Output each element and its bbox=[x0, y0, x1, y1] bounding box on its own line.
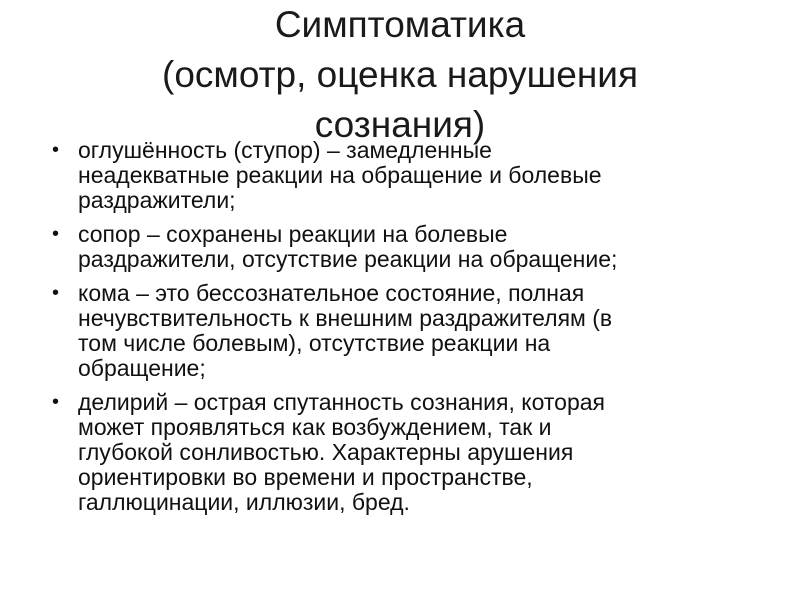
bullet-icon: • bbox=[52, 139, 60, 161]
list-item-line: нечувствительность к внешним раздражителям (в bbox=[78, 305, 613, 331]
list-item-line: обращение; bbox=[78, 355, 206, 381]
list-item-sopor bbox=[44, 222, 744, 272]
list-item-line: неадекватные реакции на обращение и болевые bbox=[78, 162, 602, 188]
list-item-line: кома – это бессознательное состояние, полная bbox=[78, 280, 585, 306]
bullet-icon: • bbox=[52, 391, 60, 413]
bullet-icon: • bbox=[52, 223, 60, 245]
bullet-list bbox=[44, 138, 744, 524]
list-item-line: делирий – острая спутанность сознания, которая bbox=[78, 389, 605, 415]
bullet-icon: • bbox=[52, 282, 60, 304]
list-item-line: сопор – сохранены реакции на болевые bbox=[78, 221, 508, 247]
list-item-stupor bbox=[44, 138, 744, 213]
list-item-line: оглушённость (ступор) – замедленные bbox=[78, 137, 492, 163]
list-item-line: раздражители; bbox=[78, 187, 236, 213]
list-item-line: может проявляться как возбуждением, так и bbox=[78, 414, 552, 440]
list-item-delirium bbox=[44, 390, 744, 515]
list-item-line: глубокой сонливостью. Характерны арушения bbox=[78, 439, 574, 465]
list-item-line: галлюцинации, иллюзии, бред. bbox=[78, 489, 410, 515]
list-item-coma bbox=[44, 281, 744, 381]
list-item-line: ориентировки во времени и пространстве, bbox=[78, 464, 533, 490]
title-line-2: (осмотр, оценка нарушения bbox=[162, 54, 638, 95]
title-line-1: Симптоматика bbox=[274, 4, 526, 45]
title-line-3: сознания) bbox=[314, 104, 486, 145]
slide-title bbox=[0, 0, 800, 150]
list-item-line: раздражители, отсутствие реакции на обращение; bbox=[78, 246, 618, 272]
list-item-line: том числе болевым), отсутствие реакции на bbox=[78, 330, 551, 356]
